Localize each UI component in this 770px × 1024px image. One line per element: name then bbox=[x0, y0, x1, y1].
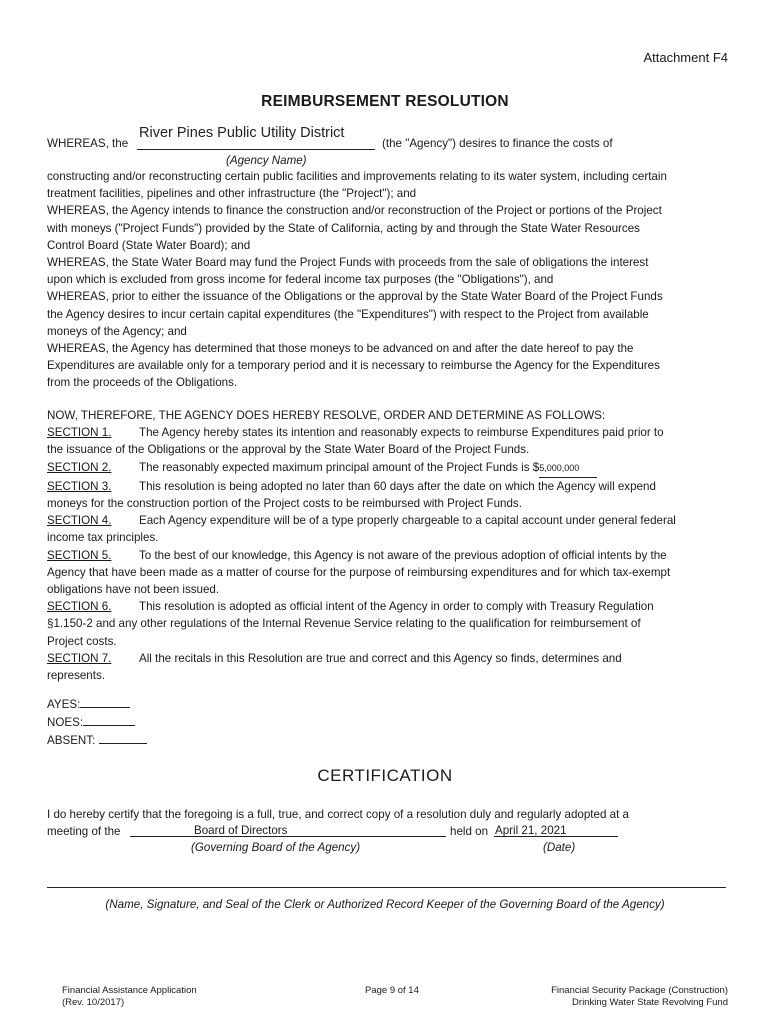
ayes-blank bbox=[80, 695, 130, 708]
section-3-label: SECTION 3. bbox=[47, 479, 112, 493]
section-7-text: All the recitals in this Resolution are true and correct and this Agency so finds, determines and bbox=[139, 651, 622, 665]
agency-name-field bbox=[137, 124, 375, 150]
agency-name-value: River Pines Public Utility District bbox=[139, 125, 345, 141]
section-1-label: SECTION 1. bbox=[47, 426, 112, 440]
section-7-label: SECTION 7. bbox=[47, 651, 112, 665]
agency-name-caption: (Agency Name) bbox=[226, 154, 307, 167]
section-5-text-cont: Agency that have been made as a matter of course for the purpose of reimbursing expenditures and for which tax-exempt bbox=[47, 565, 671, 579]
page-number: Page 9 of 14 bbox=[365, 985, 419, 996]
footer-revision: (Rev. 10/2017) bbox=[62, 997, 125, 1008]
section-5-text: To the best of our knowledge, this Agency is not aware of the previous adoption of official intents by the bbox=[139, 548, 667, 562]
section-4-label: SECTION 4. bbox=[47, 514, 112, 528]
now-therefore-clause: NOW, THEREFORE, THE AGENCY DOES HEREBY RESOLVE, ORDER AND DETERMINE AS FOLLOWS: bbox=[47, 409, 606, 422]
principal-amount-value: 5,000,000 bbox=[539, 460, 597, 478]
recital-line: upon which is excluded from gross income for federal income tax purposes (the "Obligations"), and bbox=[47, 273, 554, 287]
board-blank bbox=[130, 836, 446, 837]
footer-right bbox=[551, 985, 728, 1009]
recitals bbox=[47, 168, 727, 392]
absent-blank bbox=[99, 731, 147, 744]
section-2-text: The reasonably expected maximum principal amount of the Project Funds is $ bbox=[139, 460, 540, 474]
board-caption: (Governing Board of the Agency) bbox=[191, 841, 361, 854]
section-6-text-cont: §1.150-2 and any other regulations of the Internal Revenue Service relating to the qualification for reimbursement of bbox=[47, 617, 641, 631]
signature-line bbox=[47, 887, 726, 888]
absent-label: ABSENT: bbox=[47, 734, 96, 748]
whereas-suffix: (the "Agency") desires to finance the costs of bbox=[382, 137, 613, 150]
recital-line: WHEREAS, prior to either the issuance of the Obligations or the approval by the State Water Board of the Project Funds bbox=[47, 290, 663, 304]
noes-blank bbox=[83, 713, 135, 726]
meeting-prefix: meeting of the bbox=[47, 825, 121, 838]
recital-line: Control Board (State Water Board); and bbox=[47, 238, 251, 252]
date-caption: (Date) bbox=[543, 841, 576, 854]
resolution-sections bbox=[47, 407, 727, 684]
footer-package-name: Financial Security Package (Construction) bbox=[551, 985, 728, 996]
noes-label: NOES: bbox=[47, 716, 84, 730]
footer-fund-name: Drinking Water State Revolving Fund bbox=[572, 997, 728, 1008]
section-1-text: The Agency hereby states its intention and reasonably expects to reimburse Expenditures paid prior to bbox=[139, 426, 664, 440]
section-6-text: This resolution is adopted as official intent of the Agency in order to comply with Treasury Regulation bbox=[139, 600, 654, 614]
ayes-label: AYES: bbox=[47, 698, 81, 711]
section-3-text-cont: moneys for the construction portion of the Project costs to be reimbursed with Project Funds. bbox=[47, 497, 522, 511]
recital-line: WHEREAS, the Agency has determined that those moneys to be advanced on and after the date hereof to pay the bbox=[47, 342, 634, 356]
certification-text: I do hereby certify that the foregoing is a full, true, and correct copy of a resolution duly and regularly adopted at a bbox=[47, 808, 629, 821]
recital-line: moneys of the Agency; and bbox=[47, 324, 187, 338]
document-title: REIMBURSEMENT RESOLUTION bbox=[261, 93, 509, 110]
date-value: April 21, 2021 bbox=[495, 824, 567, 837]
section-4-text-cont: income tax principles. bbox=[47, 531, 159, 545]
whereas-prefix: WHEREAS, the bbox=[47, 137, 129, 150]
section-4-text: Each Agency expenditure will be of a type properly chargeable to a capital account under general federal bbox=[139, 514, 676, 528]
attachment-label: Attachment F4 bbox=[643, 50, 728, 65]
recital-line: from the proceeds of the Obligations. bbox=[47, 376, 238, 390]
section-5-text-cont: obligations have not been issued. bbox=[47, 583, 220, 597]
held-on-label: held on bbox=[450, 825, 489, 838]
recital-line: WHEREAS, the State Water Board may fund the Project Funds with proceeds from the sale of obligations the interest bbox=[47, 256, 649, 270]
vote-tally bbox=[47, 695, 147, 750]
section-2-label: SECTION 2. bbox=[47, 460, 112, 474]
footer-left bbox=[62, 985, 197, 1009]
recital-line: with moneys ("Project Funds") provided by the State of California, acting by and through the State Water Resources bbox=[47, 221, 640, 235]
section-3-text: This resolution is being adopted no later than 60 days after the date on which the Agency will expend bbox=[139, 479, 656, 493]
section-5-label: SECTION 5. bbox=[47, 548, 112, 562]
certification-heading: CERTIFICATION bbox=[317, 766, 453, 785]
signature-caption: (Name, Signature, and Seal of the Clerk or Authorized Record Keeper of the Governing Board of the Agency) bbox=[105, 898, 665, 911]
section-1-text-cont: the issuance of the Obligations or the approval by the State Water Board of the Project Funds. bbox=[47, 443, 530, 457]
recital-line: Expenditures are available only for a temporary period and it is necessary to reimburse the Agency for the Expenditures bbox=[47, 359, 660, 373]
section-7-text-cont: represents. bbox=[47, 669, 105, 683]
recital-line: constructing and/or reconstructing certain public facilities and improvements relating to its water system, including certain bbox=[47, 170, 667, 183]
recital-line: the Agency desires to incur certain capital expenditures (the "Expenditures") with respect to the Project from available bbox=[47, 307, 649, 321]
section-6-label: SECTION 6. bbox=[47, 600, 112, 614]
footer-form-name: Financial Assistance Application bbox=[62, 985, 197, 996]
recital-line: WHEREAS, the Agency intends to finance the construction and/or reconstruction of the Project or portions of the Project bbox=[47, 204, 662, 218]
board-value: Board of Directors bbox=[194, 824, 288, 837]
section-6-text-cont: Project costs. bbox=[47, 634, 117, 648]
recital-line: treatment facilities, pipelines and other infrastructure (the "Project"); and bbox=[47, 187, 417, 201]
